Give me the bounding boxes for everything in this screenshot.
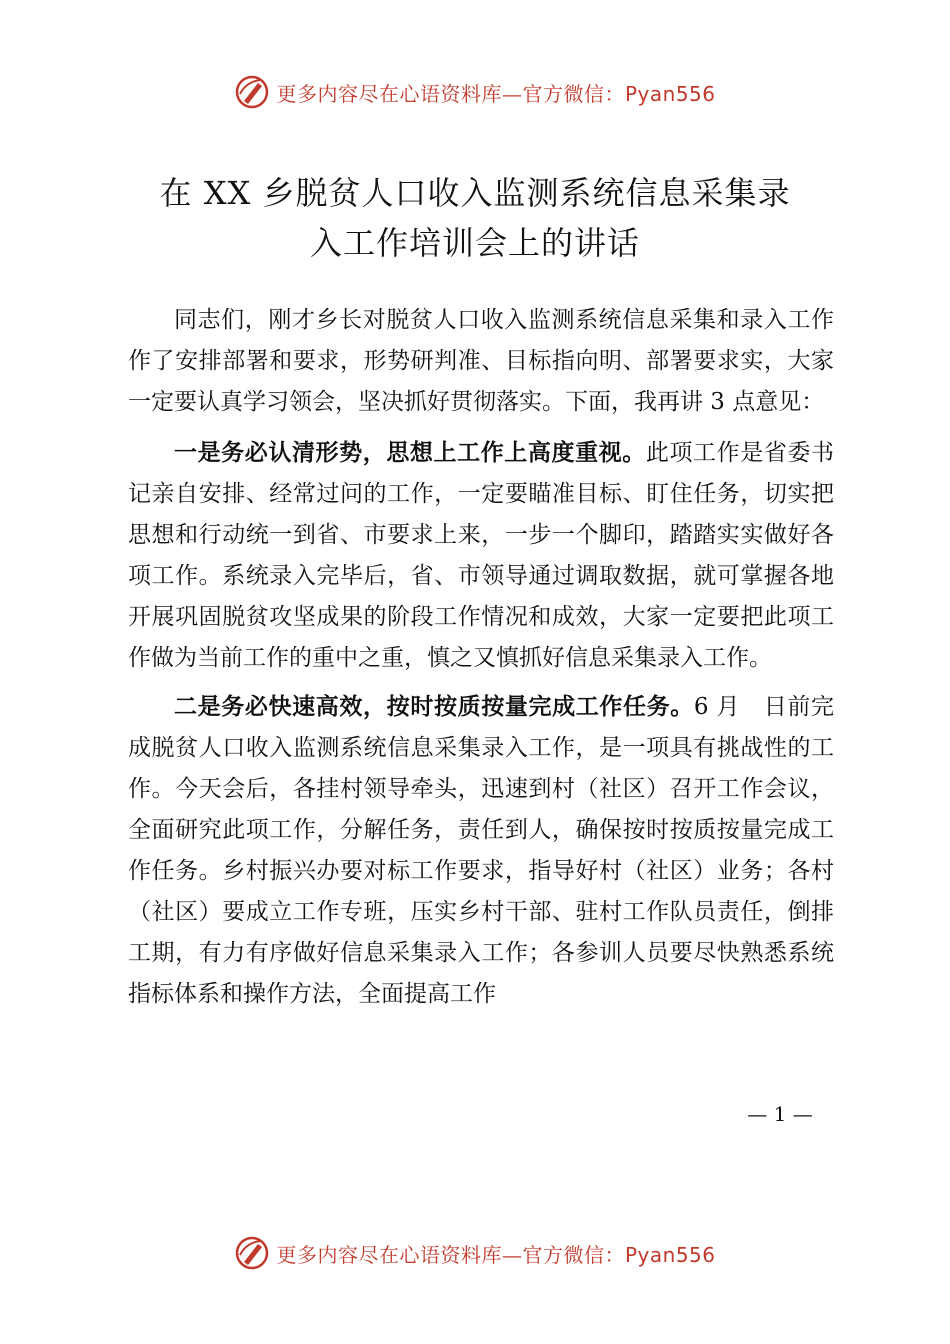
paragraph-intro: 同志们，刚才乡长对脱贫人口收入监测系统信息采集和录入工作作了安排部署和要求，形势研判准、目标指向明、部署要求实，大家一定要认真学习领会，坚决抓好贯彻落实。下面，我再讲 3 点意见： (128, 307, 834, 415)
wechat-id: Pyan556 (624, 81, 716, 106)
fountain-pen-circle-icon (234, 74, 270, 110)
page-number: — 1 — (747, 1102, 813, 1126)
document-title (60, 168, 890, 268)
point-2-heading: 二是务必快速高效，按时按质按量完成工作任务。 (174, 694, 694, 720)
title-line-2: 入工作培训会上的讲话 (309, 224, 640, 262)
wechat-id: Pyan556 (624, 1242, 716, 1267)
banner-text: 更多内容尽在心语资料库—官方微信：Pyan556 (276, 81, 716, 106)
paragraph-point-2 (128, 687, 834, 1015)
fountain-pen-circle-icon (234, 1235, 270, 1271)
paragraph-point-1 (128, 433, 834, 679)
document-body (128, 300, 834, 1023)
header-banner (0, 72, 950, 112)
point-1-body: 此项工作是省委书记亲自安排、经常过问的工作，一定要瞄准目标、盯住任务，切实把思想和行动统一到省、市要求上来，一步一个脚印，踏踏实实做好各项工作。系统录入完毕后，省、市领导通过调取数据，就可掌握各地开展巩固脱贫攻坚成果的阶段工作情况和成效，大家一定要把此项工作做为当前工作的重中之重，慎之又慎抓好信息采集录入工作。 (128, 440, 835, 671)
point-1-heading: 一是务必认清形势，思想上工作上高度重视。 (174, 440, 646, 466)
footer-banner (0, 1233, 950, 1273)
banner-text: 更多内容尽在心语资料库—官方微信：Pyan556 (276, 1242, 716, 1267)
point-2-body: 6 月 日前完成脱贫人口收入监测系统信息采集录入工作，是一项具有挑战性的工作。今天会后，各挂村领导牵头，迅速到村（社区）召开工作会议，全面研究此项工作，分解任务，责任到人，确保按时按质按量完成工作任务。乡村振兴办要对标工作要求，指导好村（社区）业务；各村（社区）要成立工作专班，压实乡村干部、驻村工作队员责任，倒排工期，有力有序做好信息采集录入工作；各参训人员要尽快熟悉系统指标体系和操作方法，全面提高工作 (128, 694, 834, 1007)
title-line-1: 在 XX 乡脱贫人口收入监测系统信息采集录 (159, 174, 791, 212)
